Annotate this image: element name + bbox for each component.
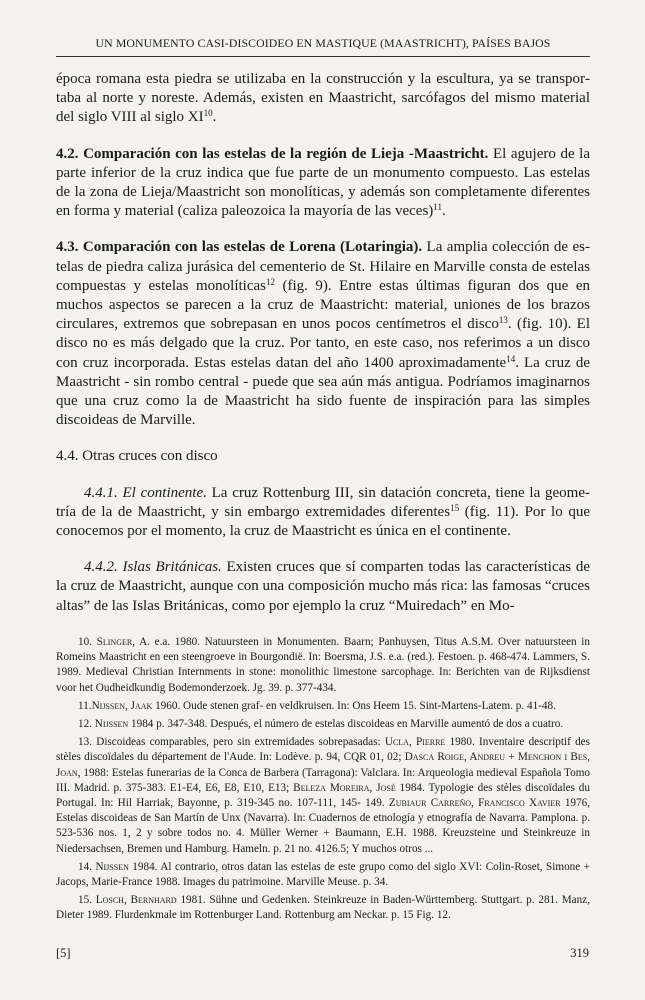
- section-4-4-2: 4.4.2. Islas Británicas. Existen cruces que sí comparten todas las características de la cruz de Maastricht, aunque con una composición mucho más rica: las famosas “cruces altas” de las Islas Británicas, como por ejemplo la cruz “Muiredach” en Mo-: [56, 559, 591, 614]
- section-marker: [5]: [56, 946, 71, 960]
- footnote-ref-15[interactable]: 15: [450, 502, 460, 513]
- main-text: [56, 70, 590, 616]
- footnote-12: 12. Nijssen 1984 p. 347-348. Después, el número de estelas discoideas en Marville aumentó de dos a cuatro.: [78, 718, 564, 731]
- running-header: UN MONUMENTO CASI-DISCOIDEO EN MASTIQUE (MAASTRICHT), PAÍSES BAJOS: [95, 36, 551, 50]
- section-4-2: 4.2. Comparación con las estelas de la región de Lieja -Maastricht. El agujero de la parte inferior de la cruz indica que fue parte de un monumento compuesto. Las estelas de la zona de Lieja/Maastricht son monolíticas, y además son completamente diferentes en forma y material (caliza paleozoica la mayoría de las veces)$^{11}$.: [56, 145, 590, 220]
- header-rule: [56, 56, 590, 57]
- section-heading-4-3: 4.3. Comparación con las estelas de Lorena (Lotaringia).: [56, 239, 423, 256]
- footnote-11: 11.Nijssen, Jaak 1960. Oude stenen graf- en veldkruisen. In: Ons Heem 15. Sint-Martens-Latem. p. 41-48.: [78, 699, 556, 712]
- footnote-ref-14[interactable]: 14: [506, 353, 516, 364]
- footnote-ref-10[interactable]: 10: [203, 108, 213, 119]
- footnote-13: 13. Discoideas comparables, pero sin extremidades sobrepasadas: Ucla, Pierre 1980. Inventaire descriptif des stèles discoïdales du département de l'Aude. In: Lodève. p. 94, CQR 01, 02; Dasca Roige, Andreu + Menchon i Bes, Joan, 1988: Estelas funerarias de la Conca de Barbera (Tarragona): Valclara. In: Arqueologia medieval Española Tomo III. Madrid. p. 375-383. E1-E4, E6, E8, E10, E13; Beleza Moreira, José 1984. Typologie des stèles discoïdales du Portugal. In: Hil Harriak, Bayonne, p. 319-345 no. 107-111, 145- 149. Zubiaur Carreño, Francisco Xavier 1976, Estelas discoideas de San Martín de Unx (Navarra). In: Cuadernos de etnología y etnografía de Navarra. Pamplona. p. 523-536 nos. 1, 2 y sobre todos no. 4. Müller Werner + Baumann, E.H. 1988. Kreuzsteine und Steinkreuze in Niedersachsen, Bremen und Hamburg. Hameln. p. 21 no. 4126.5; Y muchos otros ...: [56, 736, 591, 855]
- footnote-15: 15. Losch, Bernhard 1981. Sühne und Gedenken. Steinkreuze in Baden-Württemberg. Stuttgart. p. 281. Manz, Dieter 1989. Flurdenkmale im Rottenburger Land. Rottenburg am Neckar. p. 15 Fig. 12.: [56, 894, 590, 922]
- section-4-3: 4.3. Comparación con las estelas de Lorena (Lotaringia). La amplia colección de estelas de piedra caliza jurásica del cementerio de St. Hilaire en Marville consta de estelas compuestas y estelas monolíticas$^{12}$ (fig. 9). Entre estas últimas figuran dos que en muchos aspectos se parecen a la cruz de Maastricht: material, uniones de los brazos circulares, extremos que sobrepasan en unos pocos centímetros el disco$^{13}$. (fig. 10). El disco no es más delgado que la cruz. Por tanto, en este caso, nos referimos a un disco con cruz incorporada. Estas estelas datan del año 1400 aproximadamente$^{14}$. La cruz de Maastricht - sin rombo central - puede que sea aún más antigua. Podríamos imaginarnos que una cruz como la de Maastricht ha sido fuente de inspiración para las simples discoideas de Marville.: [56, 239, 591, 429]
- footnote-ref-12[interactable]: 12: [265, 276, 275, 287]
- footnote-ref-11[interactable]: 11: [433, 202, 442, 213]
- page-number: 319: [570, 946, 589, 960]
- paragraph-intro: época romana esta piedra se utilizaba en la construcción y la escultura, ya se transportaba al norte y noreste. Además, existen en Maastricht, sarcófagos del mismo material del siglo VIII al siglo XI$^{10}$.: [56, 71, 590, 126]
- subsection-heading-4-4-1: 4.4.1. El continente.: [84, 484, 207, 501]
- section-heading-4-2: 4.2. Comparación con las estelas de la región de Lieja -Maastricht.: [56, 145, 489, 162]
- section-heading-4-4: 4.4. Otras cruces con disco: [56, 448, 218, 465]
- section-4-4-1: 4.4.1. El continente. La cruz Rottenburg III, sin datación concreta, tiene la geometría de la de Maastricht, y sin embargo extremidades diferentes$^{15}$ (fig. 11). Por lo que conocemos por el momento, la cruz de Maastricht es única en el continente.: [56, 484, 590, 540]
- footnote-14: 14. Nijssen 1984. Al contrario, otros datan las estelas de este grupo como del siglo XVI: Colin-Roset, Simone + Jacops, Marie-France 1988. Images du patrimoine. Marville Meuse. p. 34.: [56, 860, 590, 889]
- footnote-ref-13[interactable]: 13: [498, 315, 508, 326]
- subsection-heading-4-4-2: 4.4.2. Islas Británicas.: [84, 559, 222, 576]
- footnote-10: 10. Slinger, A. e.a. 1980. Natuursteen in Monumenten. Baarn; Panhuysen, Titus A.S.M. Over natuursteen in Romeins Maastricht en een steengroeve in Bourgondië. In: Boersma, J.S. e.a. (red.). Festoen. p. 468-474. Lammers, S. 1989. Medieval Christian Internments in stone: monolithic limestone sarcophage. In: Berichten van de Rijksdienst voor het Oudheidkundig Bodemonderzoek. Jg. 39. p. 377-434.: [56, 636, 590, 694]
- footnotes: [56, 635, 590, 927]
